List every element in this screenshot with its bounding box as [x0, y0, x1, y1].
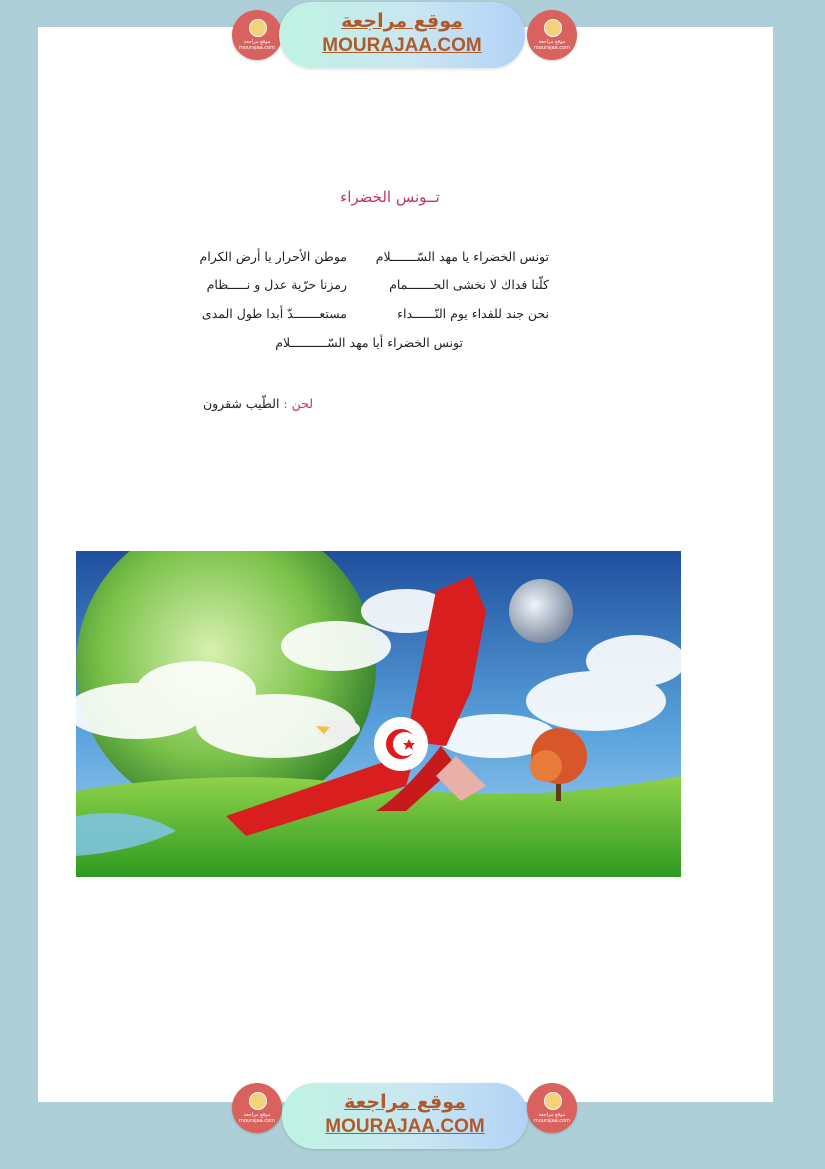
site-name-arabic: موقع مراجعة: [341, 10, 463, 32]
verse-line-1a: تونس الخضراء يا مهد السّـــــــلام: [375, 249, 549, 264]
site-url: MOURAJAA.COM: [322, 35, 482, 56]
eagle-flag-illustration: [76, 551, 681, 877]
verse-refrain: تونس الخضراء أيا مهد السّــــــــــلام: [275, 335, 463, 350]
site-logo-icon: موقع مراجعة mourajaa.com: [527, 10, 577, 60]
site-link[interactable]: [279, 2, 525, 68]
verse-line-1b: موطن الأحرار يا أرض الكرام: [199, 249, 347, 264]
verse-line-2b: رمزنا حرّية عدل و نـــــظام: [206, 277, 347, 292]
site-banner-bottom: [0, 1080, 825, 1160]
poem-title: تــونس الخضراء: [340, 188, 440, 206]
verse-line-3b: مستعـــــــدّ أبدا طول المدى: [201, 306, 347, 321]
site-banner-top: [0, 0, 825, 80]
site-logo-icon: موقع مراجعة mourajaa.com: [527, 1083, 577, 1133]
composer-label: لحن :: [283, 396, 313, 411]
site-link[interactable]: [282, 1083, 528, 1149]
verse-line-2a: كلّنا فداك لا نخشى الحـــــــمام: [389, 277, 549, 292]
site-logo-icon: موقع مراجعة mourajaa.com: [232, 1083, 282, 1133]
composer-name: الطّيب شقرون: [202, 396, 280, 411]
verse-line-3a: نحن جند للفداء يوم النّــــــداء: [397, 306, 549, 321]
site-logo-icon: موقع مراجعة mourajaa.com: [232, 10, 282, 60]
site-url: MOURAJAA.COM: [325, 1116, 485, 1137]
site-name-arabic: موقع مراجعة: [344, 1091, 466, 1113]
composer-credit: [203, 396, 313, 411]
